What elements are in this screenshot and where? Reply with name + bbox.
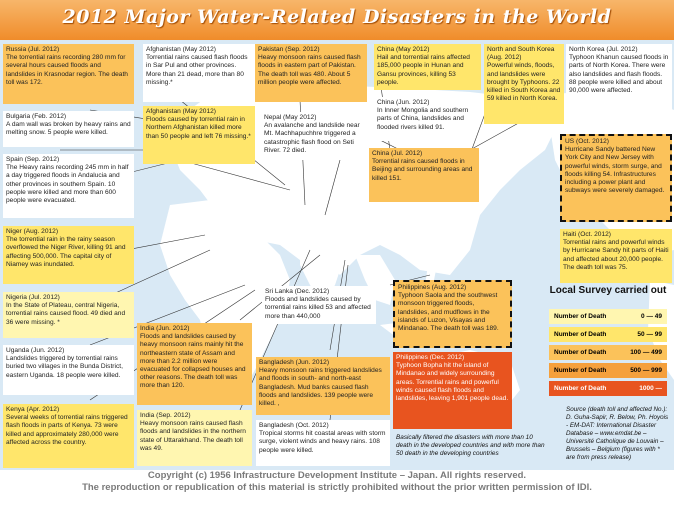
event-heading: Haiti (Oct. 2012) [563,231,612,238]
event-text: In the State of Plateau, central Nigeria, torrential rains caused flood. 49 died and 36 were missing. * [6,302,126,326]
event-bangladesh-jun [256,357,390,415]
footer [0,470,674,505]
event-bangladesh-oct [256,420,390,466]
event-text: Several weeks of torrential rains triggered flash floods in parts of Kenya. 73 were killed and approximately 280,000 were affected across the country. [6,414,128,446]
legend-label: Number of Death [554,385,607,392]
event-china-may [374,44,481,90]
event-text: A dam wall was broken by heavy rains and melting snow. 5 people were killed. [6,121,131,137]
legend-row [549,327,667,342]
source-citation: Source (death toll and affected No.): D. Guha-Sapir, R. Below, Ph. Hoyois - EM-DAT: International Disaster Database – www.emdat.be – Université Catholique de Louvain – Brussels – Belgium (figures with * are from press release) [566,406,669,461]
event-heading: Afghanistan (May 2012) [146,108,217,115]
legend-label: Number of Death [554,313,607,320]
page-title: 2012 Major Water-Related Disasters in the World [62,6,612,28]
event-text: Typhoon Saola and the southwest monsoon triggered floods, landslides, and mudflows in the islands of Luzon, Visayas and Mindanao. The death toll was 189. [398,292,499,333]
event-text: Hail and torrential rains affected 185,000 people in Hunan and Gansu provinces, killing 53 people. [377,54,470,86]
legend [549,285,667,396]
legend-row [549,363,667,378]
event-heading: North Korea (Jul. 2012) [569,46,638,53]
event-heading: Nigeria (Jul. 2012) [6,294,60,301]
filter-note: Basically filtered the disasters with more than 10 death in the developed countries and with more than 50 death in the developing countries [396,434,545,457]
event-heading: Sri Lanka (Dec. 2012) [265,288,330,295]
event-heading: India (Sep. 2012) [140,412,191,419]
event-text: Heavy monsoon rains caused flash floods in eastern part of Pakistan. The death toll was 480. About 5 million people were affected. [258,54,361,86]
legend-label: Number of Death [554,331,607,338]
legend-range: 100 — 499 [630,349,662,356]
event-heading: Bangladesh (Jun. 2012) [259,359,330,366]
event-china-jun [374,97,472,141]
event-heading: India (Jun. 2012) [140,325,190,332]
reproduction-notice: The reproduction or republication of this material is strictly prohibited without the prior written permission of IDI. [82,482,592,493]
legend-row [549,345,667,360]
event-text: Torrential rains caused flash floods in Sar Pul and other provinces. More than 21 dead, more than 80 missing.* [146,54,248,86]
event-text: An avalanche and landslide near Mt. Machhapuchhre triggered a catastrophic flash flood on Seti River. 72 died. [264,122,360,154]
event-haiti [560,229,672,283]
event-text: Tropical storms hit coastal areas with storm surge, violent winds and heavy rains. 108 people were killed. [259,430,386,454]
event-pakistan [255,44,367,102]
legend-label: Number of Death [554,349,607,356]
event-heading: Spain (Sep. 2012) [6,156,60,163]
event-text: Floods and landslides caused by torrential rains killed 53 and affected more than 440,000 [265,296,371,320]
event-text: In Inner Mongolia and southern parts of China, landslides and flooded rivers killed 91. [377,107,469,131]
event-china-jul [369,148,479,202]
copyright-text: Copyright (c) 1956 Infrastructure Development Institute – Japan. All rights reserved. [147,470,527,481]
event-text: Typhoon Khanun caused floods in parts of North Korea. There were also landslides and flash floods. 88 people were killed and about 90,000 were affected. [569,54,669,95]
event-heading: Philippines (Dec. 2012) [396,354,465,361]
event-text: Powerful winds, floods, and landslides were brought by Typhoons. 22 killed in South Korea and 59 killed in North Korea. [487,62,561,103]
event-heading: Uganda (Jun. 2012) [6,347,65,354]
event-text: The torrential rains recording 280 mm for several hours caused floods and landslides in Krasnodar region. The death toll was 172. [6,54,128,86]
event-heading: Kenya (Apr. 2012) [6,406,60,413]
event-heading: China (Jul. 2012) [372,150,423,157]
event-text: The Heavy rains recording 245 mm in half a day triggered floods in Andalucia and other provinces in southern Spain. 10 people were killed and more than 600 people were evacuated. [6,164,129,205]
event-text: Floods caused by torrential rain in Northern Afghanistan killed more than 50 people and left 76 missing.* [146,116,251,140]
legend-range: 1000 — [639,385,662,392]
event-north-korea [566,44,672,124]
event-bulgaria [3,111,134,147]
event-heading: Bangladesh (Oct. 2012) [259,422,329,429]
event-philippines-aug [393,280,512,348]
event-heading: Bulgaria (Feb. 2012) [6,113,67,120]
event-philippines-dec [393,352,512,429]
event-text: Typhoon Bopha hit the island of Mindanao and widely surrounding areas. Torrential rains and powerful winds caused flash floods and landslides, leaving 1,901 people dead. [396,362,509,403]
event-text: Heavy monsoon rains caused flash floods and landslides in the northern state of Uttarakhand. The death toll was 49. [140,420,246,452]
event-heading: China (May 2012) [377,46,430,53]
event-text: Torrential rains and powerful winds by Hurricane Sandy hit parts of Haiti and affected about 20,000 people. The death toll was 75. [563,239,669,271]
event-text: Hurricane Sandy battered New York City and New Jersey with powerful winds, storm surge, and floods killing 54. Infrastructures including a power plant and subways were severely damaged. [565,146,665,195]
event-kenya [3,404,134,468]
event-heading: Niger (Aug. 2012) [6,228,59,235]
event-text: Torrential rains caused floods in Beijing and surrounding areas and killed 151. [372,158,473,182]
event-niger [3,226,134,284]
event-sri-lanka [262,286,376,324]
event-heading: US (Oct. 2012) [565,138,609,145]
legend-title: Local Survey carried out [549,285,667,296]
event-us [560,134,672,222]
legend-rows [549,309,667,396]
legend-row [549,309,667,324]
event-heading: Pakistan (Sep. 2012) [258,46,320,53]
event-heading: Afghanistan (May 2012) [146,46,217,53]
event-text: Heavy monsoon rains triggered landslides and floods in south- and north-east Bangladesh. Mud banks caused flash floods and landslides. 139 people were killed. , [259,367,382,408]
event-heading: North and South Korea (Aug. 2012) [487,46,555,62]
event-nigeria [3,292,134,338]
legend-row [549,381,667,396]
event-text: Landslides triggered by torrential rains buried two villages in the Bunda District, eastern Uganda. 18 people were killed. [6,355,123,379]
event-afghanistan-b [143,106,255,164]
event-india-jun [137,323,252,405]
legend-range: 50 — 99 [637,331,662,338]
event-text: Floods and landslides caused by heavy monsoon rains mainly hit the northeastern state of Assam and more than 2.2 million were evacuated for collapsed houses and other reasons. The death toll was more than 120. [140,333,246,390]
event-nepal [261,112,365,160]
event-india-sep [137,410,252,466]
legend-range: 500 — 999 [630,367,662,374]
event-north-south-korea [484,44,564,124]
legend-range: 0 — 49 [641,313,662,320]
event-heading: China (Jun. 2012) [377,99,430,106]
event-text: The torrential rain in the rainy season overflowed the Niger River, killing 91 and affecting 500,000. The capital city of Niamey was inundated. [6,236,126,268]
event-russia [3,44,134,104]
event-uganda [3,345,134,395]
event-heading: Nepal (May 2012) [264,114,317,121]
event-spain [3,154,134,218]
event-heading: Philippines (Aug. 2012) [398,284,467,291]
event-heading: Russia (Jul. 2012) [6,46,60,53]
title-banner [0,0,674,40]
legend-label: Number of Death [554,367,607,374]
event-afghanistan-a [143,44,255,102]
